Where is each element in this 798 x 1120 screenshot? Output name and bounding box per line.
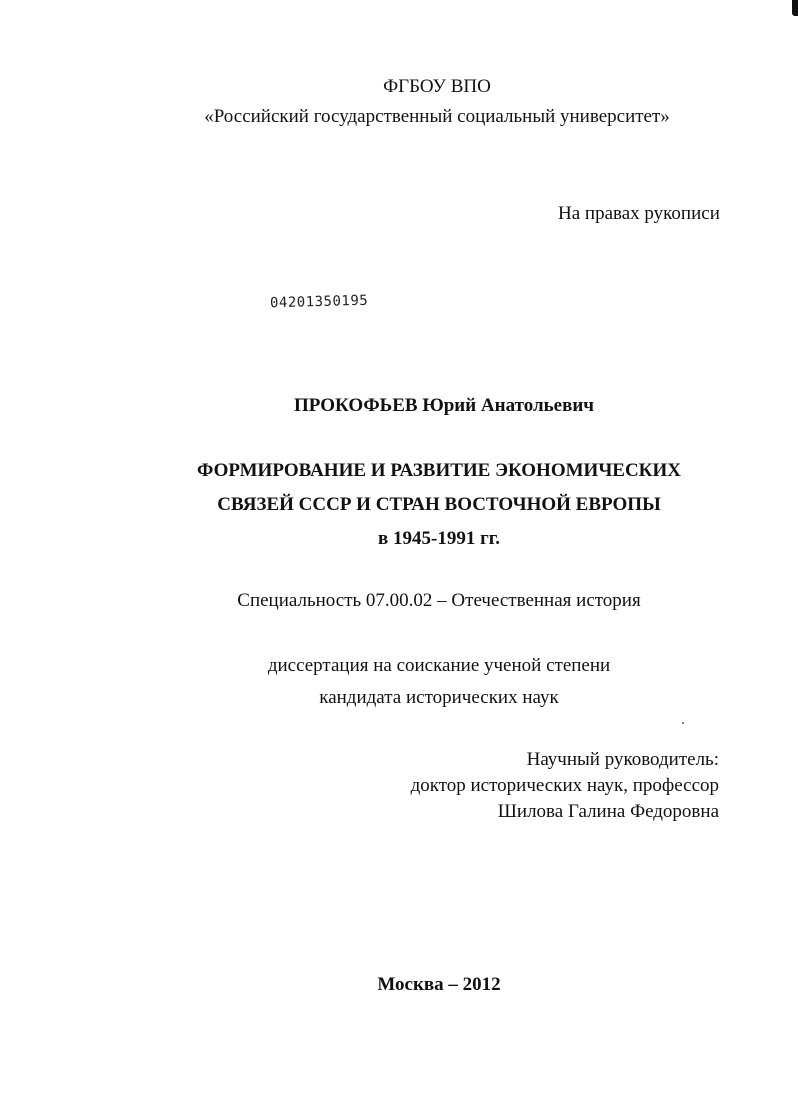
author-given-names: Юрий Анатольевич	[422, 395, 595, 416]
title-line-1: ФОРМИРОВАНИЕ И РАЗВИТИЕ ЭКОНОМИЧЕСКИХ	[197, 460, 681, 481]
org-type: ФГБОУ ВПО	[383, 76, 491, 97]
scan-edge-mark	[792, 0, 798, 16]
dissertation-line-2: кандидата исторических наук	[319, 687, 559, 708]
city-year: Москва – 2012	[377, 974, 501, 995]
supervisor-block	[411, 747, 719, 825]
author-surname: ПРОКОФЬЕВ	[293, 395, 418, 416]
title-years: в 1945-1991 гг.	[378, 528, 500, 549]
supervisor-label: Научный руководитель:	[526, 749, 719, 770]
author-name	[45, 395, 798, 417]
registration-number: 04201350195	[269, 292, 369, 312]
specialty: Специальность 07.00.02 – Отечественная история	[237, 590, 641, 611]
title-line-2: СВЯЗЕЙ СССР И СТРАН ВОСТОЧНОЙ ЕВРОПЫ	[217, 494, 661, 515]
scan-speck	[682, 722, 684, 724]
org-name: «Российский государственный социальный университет»	[204, 106, 670, 127]
manuscript-note: На правах рукописи	[558, 203, 720, 224]
supervisor-degree: доктор исторических наук, профессор	[410, 775, 719, 796]
supervisor-name: Шилова Галина Федоровна	[497, 801, 719, 822]
dissertation-line-1: диссертация на соискание ученой степени	[267, 655, 611, 676]
